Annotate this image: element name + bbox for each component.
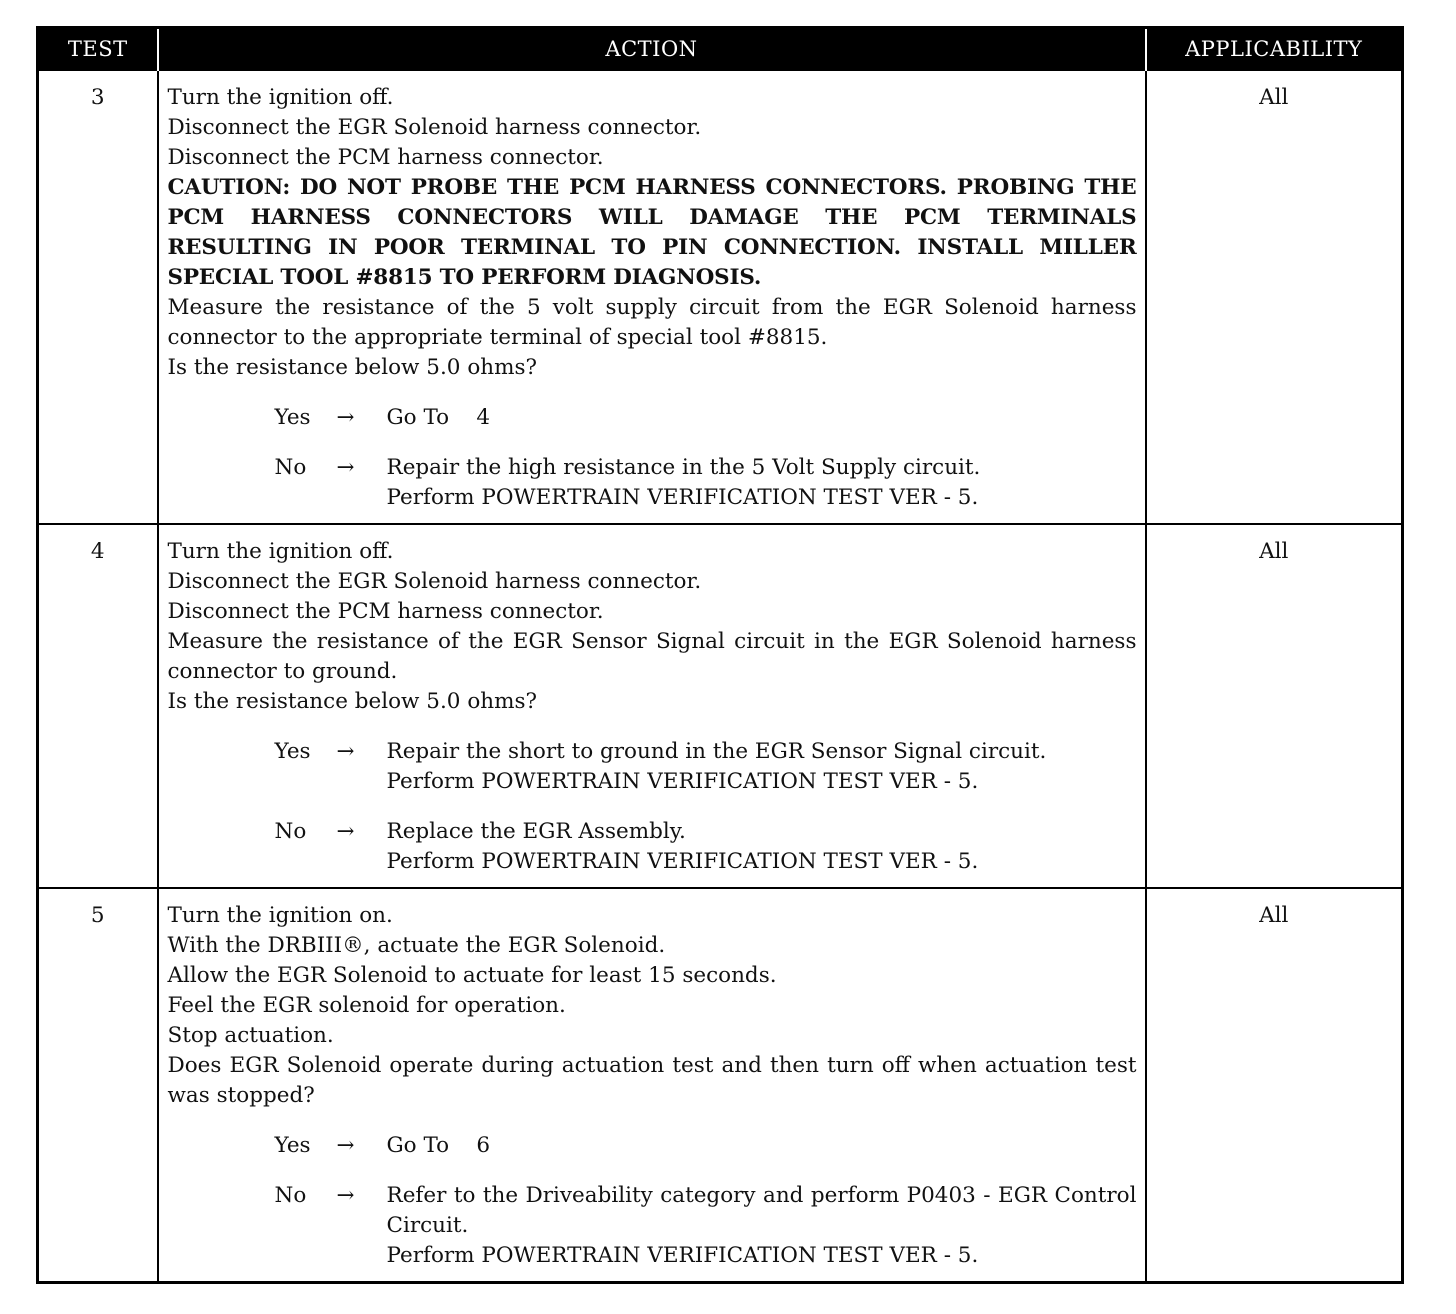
header-test: TEST [38,28,158,71]
yes-outcome [168,737,1137,797]
right-arrow-icon: → [336,405,355,430]
action-cell [158,70,1146,524]
right-arrow-icon: → [336,455,355,480]
action-cell [158,888,1146,1283]
measure-instruction: Measure the resistance of the EGR Sensor Signal circuit in the EGR Solenoid harness connector to ground. [167,629,1137,684]
applicability-cell: All [1146,888,1403,1283]
yes-label: Yes [274,405,311,430]
no-result: Perform POWERTRAIN VERIFICATION TEST VER - 5. [386,1243,979,1268]
yes-result: Go To 4 [386,405,491,430]
yes-outcome [168,1131,1137,1161]
action-step: With the DRBIII®, actuate the EGR Solenoid. [167,933,666,958]
applicability-cell: All [1146,70,1403,524]
test-number: 3 [38,70,158,524]
right-arrow-icon: → [336,819,355,844]
table-row [38,524,1403,888]
question-text: Is the resistance below 5.0 ohms? [167,689,538,714]
right-arrow-icon: → [336,1133,355,1158]
test-number: 4 [38,524,158,888]
applicability-cell: All [1146,524,1403,888]
measure-instruction: Measure the resistance of the 5 volt supply circuit from the EGR Solenoid harness connector to the appropriate terminal of special tool #8815. [167,295,1137,350]
yes-label: Yes [274,1133,311,1158]
no-result: Perform POWERTRAIN VERIFICATION TEST VER - 5. [386,485,979,510]
no-result: Refer to the Driveability category and perform P0403 - EGR Control Circuit. [386,1183,1137,1238]
table-row [38,888,1403,1283]
no-outcome [168,453,1137,513]
no-label: No [274,1183,307,1208]
no-outcome [168,817,1137,877]
action-step: Turn the ignition on. [167,903,393,928]
action-step: Stop actuation. [167,1023,334,1048]
header-action: ACTION [158,28,1146,71]
action-step: Disconnect the PCM harness connector. [167,599,604,624]
no-label: No [274,819,307,844]
action-step: Turn the ignition off. [167,539,394,564]
caution-text: CAUTION: DO NOT PROBE THE PCM HARNESS CONNECTORS. PROBING THE PCM HARNESS CONNECTORS WILL DAMAGE THE PCM TERMINALS RESULTING IN POOR TERMINAL TO PIN CONNECTION. INSTALL MILLER SPECIAL TOOL #8815 TO PERFORM DIAGNOSIS. [167,175,1137,290]
no-result: Repair the high resistance in the 5 Volt Supply circuit. [386,455,981,480]
no-outcome [168,1181,1137,1271]
no-label: No [274,455,307,480]
yes-result: Perform POWERTRAIN VERIFICATION TEST VER - 5. [386,769,979,794]
action-cell [158,524,1146,888]
question-text: Is the resistance below 5.0 ohms? [167,355,538,380]
action-step: Feel the EGR solenoid for operation. [167,993,566,1018]
test-number: 5 [38,888,158,1283]
no-result: Perform POWERTRAIN VERIFICATION TEST VER - 5. [386,849,979,874]
question-text: Does EGR Solenoid operate during actuation test and then turn off when actuation test was stopped? [167,1053,1137,1108]
no-result: Replace the EGR Assembly. [386,819,686,844]
diagnostic-table [36,26,1404,1284]
yes-result: Go To 6 [386,1133,491,1158]
action-step: Allow the EGR Solenoid to actuate for least 15 seconds. [167,963,777,988]
action-step: Disconnect the PCM harness connector. [167,145,604,170]
right-arrow-icon: → [336,1183,355,1208]
yes-label: Yes [274,739,311,764]
action-step: Disconnect the EGR Solenoid harness connector. [167,569,702,594]
right-arrow-icon: → [336,739,355,764]
table-header-row [38,28,1403,71]
yes-outcome [168,403,1137,433]
action-step: Turn the ignition off. [167,85,394,110]
action-step: Disconnect the EGR Solenoid harness connector. [167,115,702,140]
header-applicability: APPLICABILITY [1146,28,1403,71]
yes-result: Repair the short to ground in the EGR Sensor Signal circuit. [386,739,1047,764]
table-row [38,70,1403,524]
